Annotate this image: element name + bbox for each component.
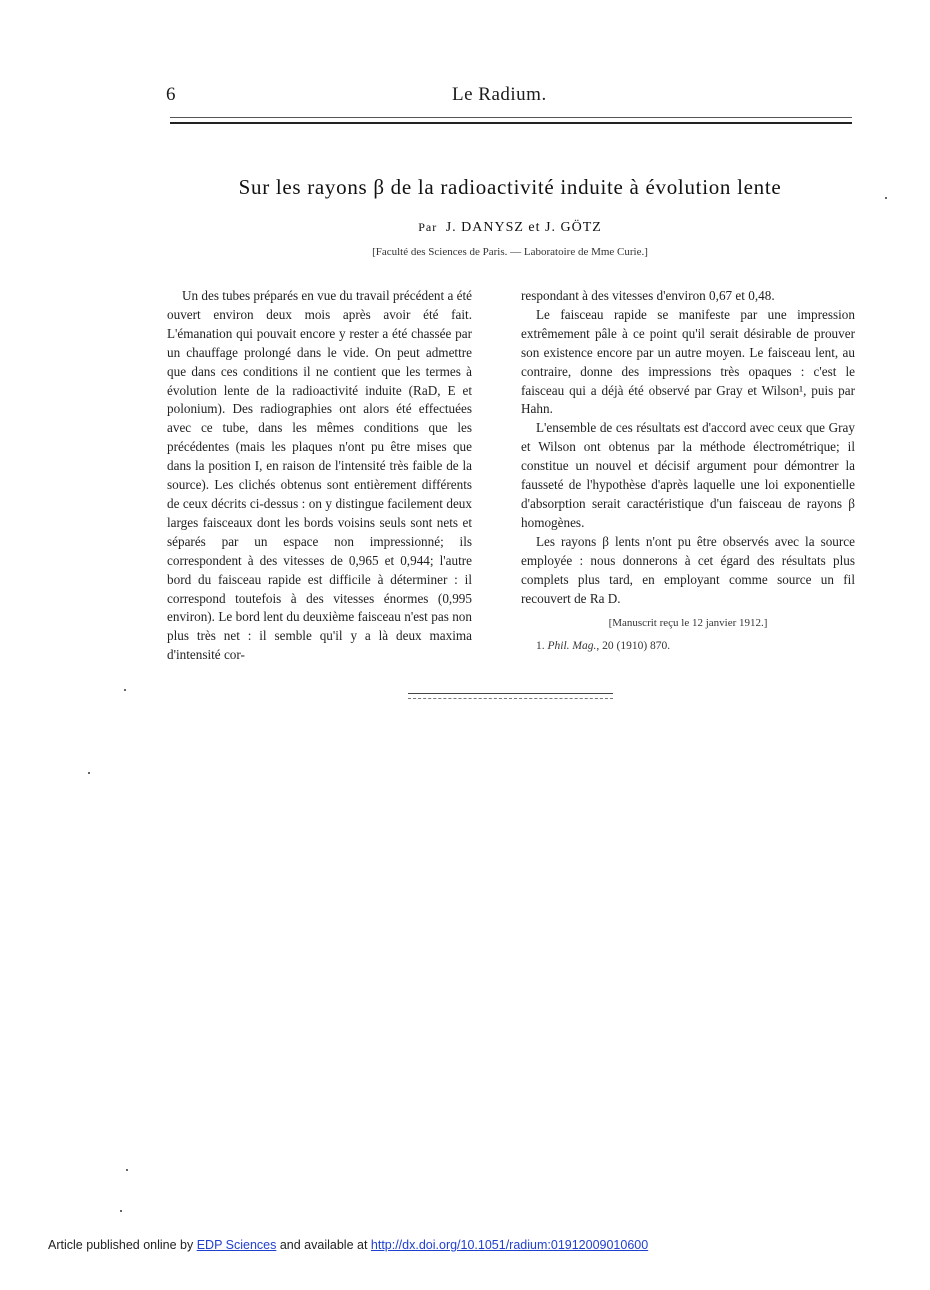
scan-speck bbox=[126, 1169, 128, 1171]
manuscript-note: [Manuscrit reçu le 12 janvier 1912.] bbox=[608, 617, 768, 630]
footer-line bbox=[48, 1238, 648, 1252]
article-title: Sur les rayons β de la radioactivité induite à évolution lente bbox=[238, 175, 782, 199]
page-number: 6 bbox=[166, 84, 176, 105]
scan-speck bbox=[88, 772, 90, 774]
footnote-source: Phil. Mag. bbox=[547, 640, 597, 653]
scan-speck bbox=[124, 689, 126, 691]
right-paragraph-3: Les rayons β lents n'ont pu être observés avec la source employée : nous donnerons à cet égard des résultats plus complets plus tard, en employant comme source un fil recouvert de Ra D. bbox=[521, 533, 855, 606]
left-column bbox=[167, 287, 472, 665]
right-paragraph-1: Le faisceau rapide se manifeste par une impression extrêmement pâle à ce point qu'il serait désirable de prouver son existence encore par un autre moyen. Le faisceau lent, au contraire, donne des impressions très opaques : c'est le faisceau qui a déjà été observé par Gray et Wilson¹, puis par Hahn. bbox=[521, 306, 855, 417]
authors-names: J. DANYSZ et J. GÖTZ bbox=[445, 220, 602, 235]
right-continuation: respondant à des vitesses d'environ 0,67 et 0,48. bbox=[521, 288, 775, 303]
end-rule-2 bbox=[408, 698, 613, 699]
footnote bbox=[521, 637, 855, 656]
footnote-rest: , 20 (1910) 870. bbox=[596, 640, 671, 653]
left-paragraph: Un des tubes préparés en vue du travail précédent a été ouvert environ deux mois après avoir été fait. L'émanation qui pouvait encore y rester a été chassée par un chauffage prolongé dans le vide. On peut admettre que dans ces conditions il ne contient que les termes à évolution lente de la radioactivité induite (RaD, E et polonium). Des radiographies ont alors été effectuées avec ce tube, dans les mêmes conditions que les précédentes (mais les plaques n'ont pu être mises que dans la position I, en raison de l'intensité très faible de la source). Les clichés obtenus sont entièrement différents de ceux décrits ci-dessus : on y distingue facilement deux larges faisceaux dont les bords voisins seuls sont nets et séparés par un espace non impressionné; ils correspondent à des vitesses de 0,965 et 0,944; l'autre bord du faisceau rapide est difficile à déterminer : il correspond toutefois à des vitesses énormes (0,995 environ). Le bord lent du deuxième faisceau n'est pas non plus très net : il semble qu'il y a là deux maxima d'intensité cor- bbox=[167, 288, 472, 663]
footer-middle: and available at bbox=[276, 1238, 371, 1252]
right-column bbox=[521, 287, 855, 656]
affiliation: [Faculté des Sciences de Paris. — Laboratoire de Mme Curie.] bbox=[372, 246, 648, 258]
scan-speck bbox=[885, 197, 887, 199]
authors-prefix: Par bbox=[418, 220, 438, 234]
authors-line bbox=[120, 220, 900, 236]
journal-name: Le Radium. bbox=[452, 84, 547, 105]
publisher-link[interactable]: EDP Sciences bbox=[196, 1238, 277, 1252]
header-rule-top bbox=[170, 117, 852, 118]
footer-prefix: Article published online by bbox=[48, 1238, 197, 1252]
right-paragraph-2: L'ensemble de ces résultats est d'accord avec ceux que Gray et Wilson ont obtenus par la méthode électrométrique; il constitue un nouvel et décisif argument pour démontrer la fausseté de l'hypothèse d'après laquelle une loi exponentielle d'absorption serait caractéristique d'un faisceau de rayons β homogènes. bbox=[521, 420, 855, 530]
footnote-number: 1. bbox=[536, 640, 545, 653]
scan-speck bbox=[120, 1210, 122, 1212]
end-rule-1 bbox=[408, 693, 613, 694]
header-rule-bottom bbox=[170, 122, 852, 124]
doi-link[interactable]: http://dx.doi.org/10.1051/radium:01912009010600 bbox=[370, 1238, 649, 1252]
